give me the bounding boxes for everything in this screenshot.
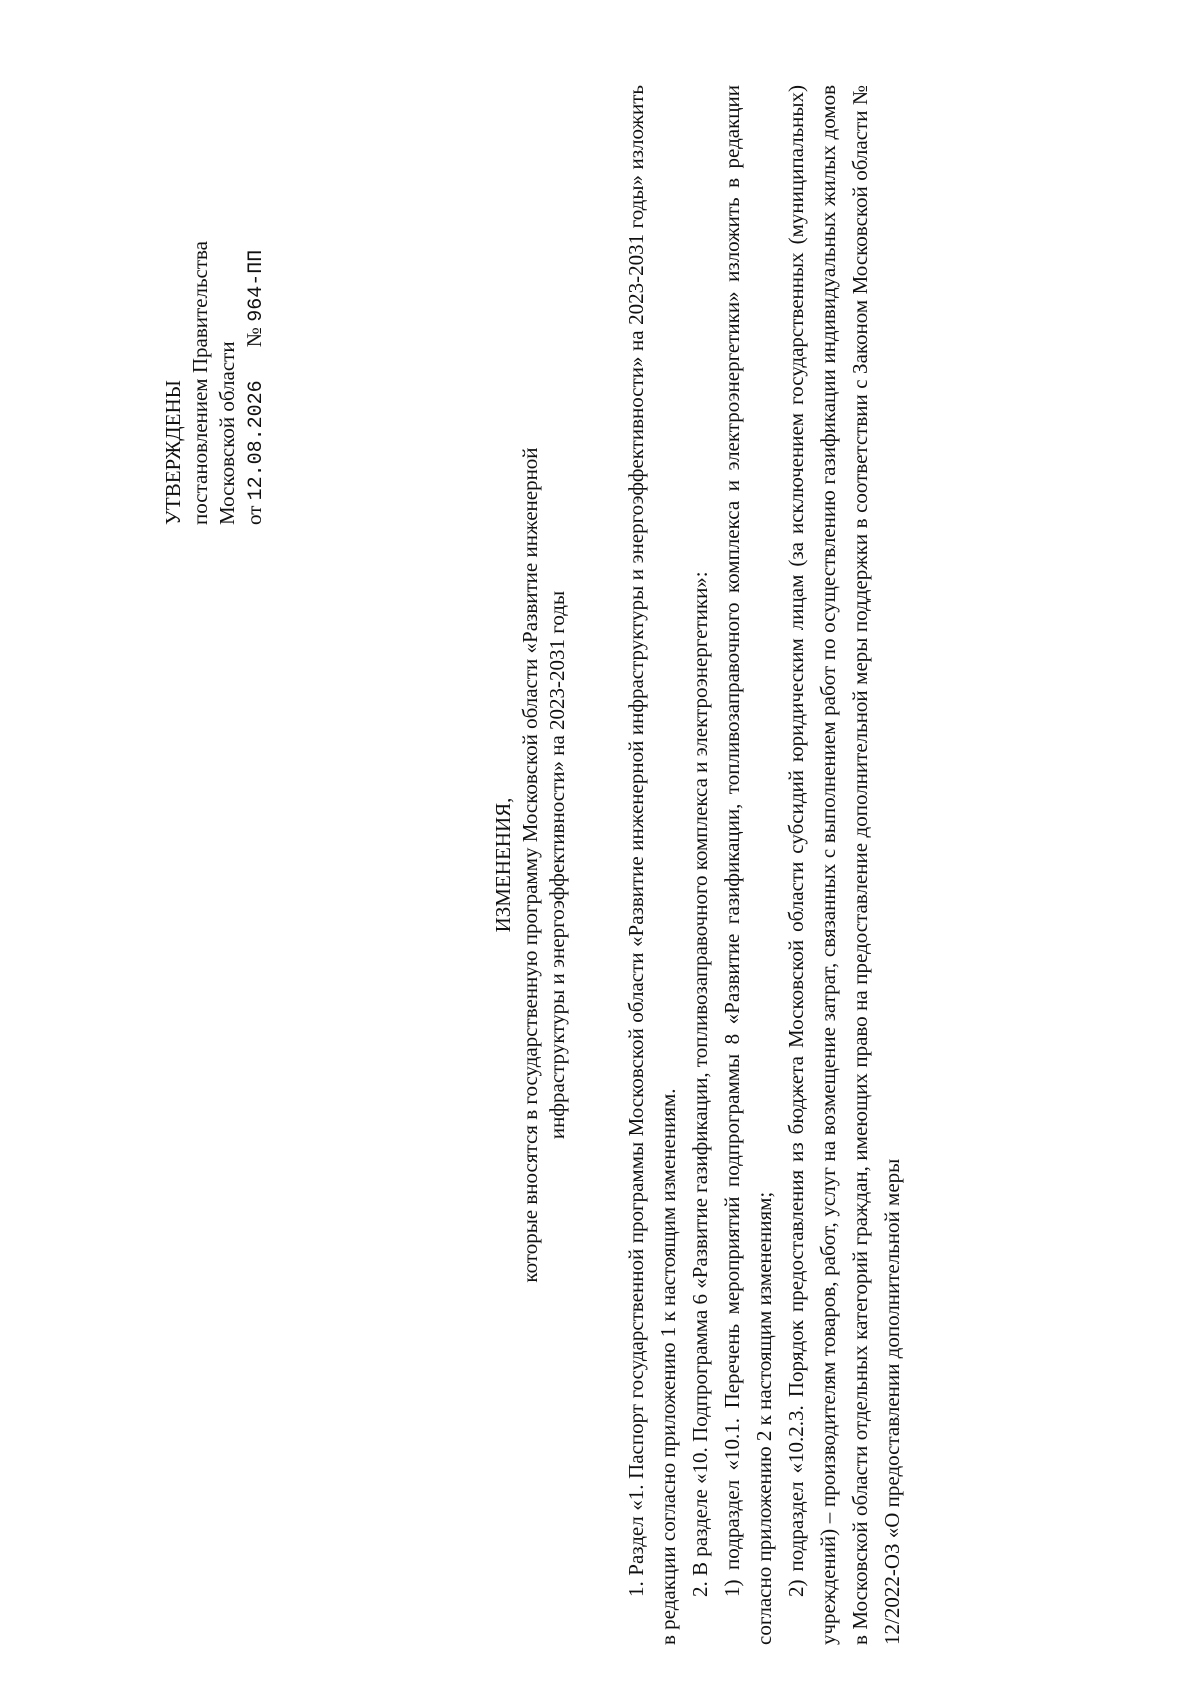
rotated-content xyxy=(40,85,1160,1645)
title-subtitle-1: которые вносятся в государственную программу Московской области «Развитие инженерной xyxy=(518,447,542,1283)
document-body xyxy=(620,85,908,1645)
title-heading: ИЗМЕНЕНИЯ, xyxy=(491,797,515,933)
paragraph: 2) подраздел «10.2.3. Порядок предоставления из бюджета Московской области субсидий юридическим лицам (за исключением государственных (муниципальных) учреждений) – производителям товаров, работ, услуг на возмещение затрат, связанных с выполнением работ по осуществлению газификации индивидуальных жилых домов в Московской области отдельных категорий граждан, имеющих право на предоставление дополнительной меры поддержки в соответствии с Законом Московской области № 12/2022-ОЗ «О предоставлении дополнительной меры xyxy=(784,85,904,1645)
date-prefix: от xyxy=(242,505,266,525)
approval-date: 12.08.2026 xyxy=(245,380,268,501)
document-title xyxy=(490,85,571,1645)
paragraph: 1) подраздел «10.1. Перечень мероприятий подпрограммы 8 «Развитие газификации, топливозаправочного комплекса и электроэнергетики» изложить в редакции согласно приложению 2 к настоящим изменениям; xyxy=(720,85,776,1645)
title-subtitle-2: инфраструктуры и энергоэффективности» на 2023-2031 годы xyxy=(545,590,569,1140)
paragraph: 2. В разделе «10. Подпрограмма 6 «Развитие газификации, топливозаправочного комплекса и электроэнергетики»: xyxy=(688,571,712,1597)
approval-line-3: Московской области xyxy=(215,341,239,525)
approval-line-1: УТВЕРЖДЕНЫ xyxy=(161,380,185,525)
paragraph: 1. Раздел «1. Паспорт государственной программы Московской области «Развитие инженерной инфраструктуры и энергоэффективности» на 2023-2031 годы» изложить в редакции согласно приложению 1 к настоящим изменениям. xyxy=(624,85,680,1645)
approval-line-2: постановлением Правительства xyxy=(188,240,212,525)
approval-stamp xyxy=(160,241,270,525)
number-sign: № xyxy=(242,327,266,348)
approval-number: 964-ПП xyxy=(245,249,268,322)
approval-date-line xyxy=(241,241,270,525)
